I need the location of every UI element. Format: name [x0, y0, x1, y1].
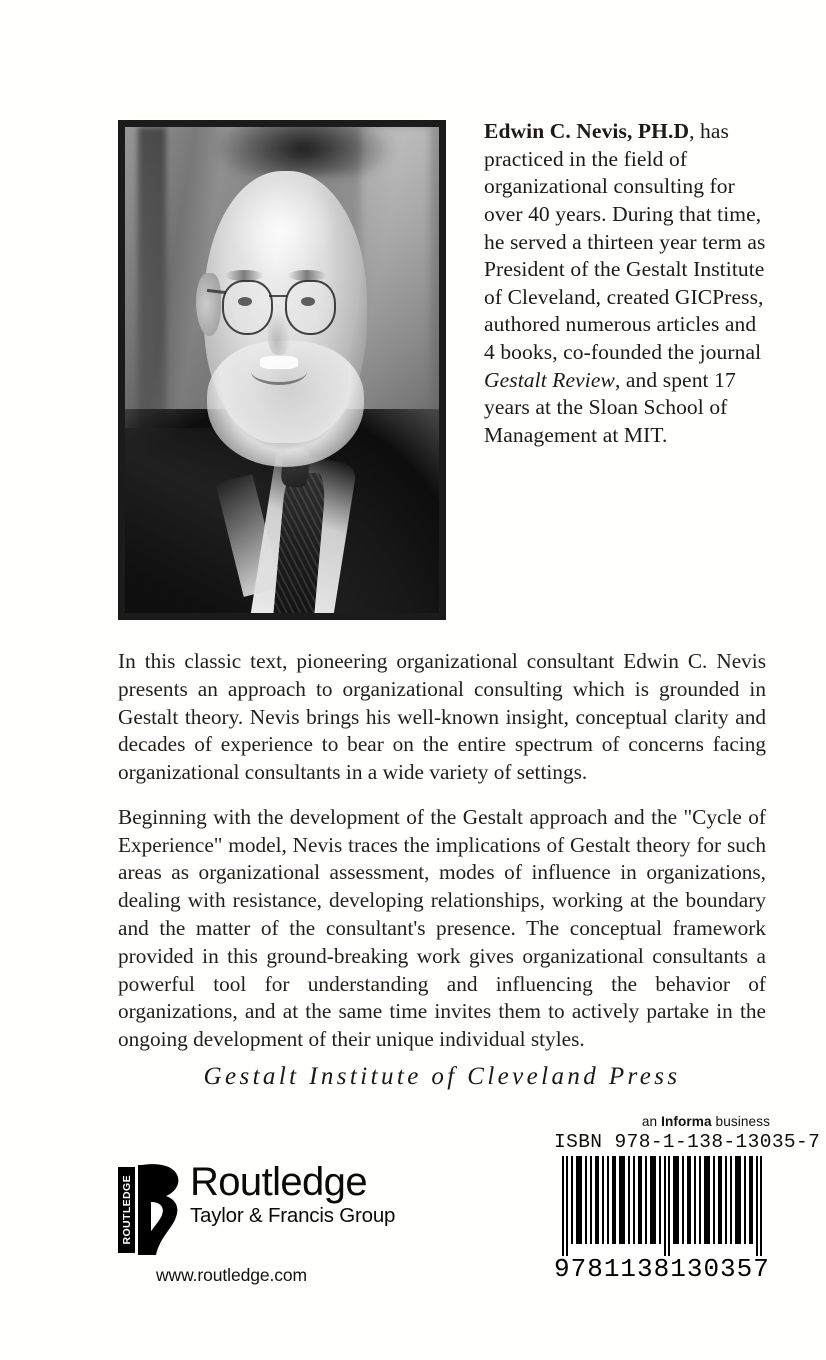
journal-title: Gestalt Review	[484, 367, 615, 392]
routledge-r-icon	[136, 1163, 182, 1255]
portrait-eye-left	[238, 297, 252, 306]
portrait-nose	[268, 312, 290, 356]
portrait-backdrop-left	[138, 127, 166, 428]
portrait-forehead-highlight	[229, 180, 336, 277]
routledge-logo	[118, 1160, 398, 1286]
portrait-smile	[251, 358, 308, 385]
portrait-image	[125, 127, 439, 613]
author-bio-text-1: , has practiced in the field of organizational consulting for over 40 years. During that time, he served a thirteen year term as President of the Gestalt Institute of Cleveland, created GICPress, authored numerous articles and 4 books, co-founded the journal	[484, 119, 766, 364]
blurb-paragraph-1: In this classic text, pioneering organizational consultant Edwin C. Nevis presents an approach to organizational consulting which is grounded in Gestalt theory. Nevis brings his well-known insight, conceptual clarity and decades of experience to bear on the entire spectrum of concerns facing organizational consultants in a wide variety of settings.	[118, 649, 766, 785]
ean-left-group: 781138	[570, 1254, 671, 1284]
isbn-number: ISBN 978-1-138-13035-7	[554, 1131, 821, 1153]
author-bio	[484, 118, 772, 450]
routledge-name: Routledge	[190, 1160, 367, 1204]
author-name: Edwin C. Nevis, PH.D	[484, 119, 690, 143]
routledge-vertical-text	[118, 1167, 135, 1253]
publisher-imprint: Gestalt Institute of Cleveland Press	[203, 1063, 681, 1090]
book-description	[118, 648, 766, 1054]
author-portrait-photo	[118, 120, 446, 620]
portrait-eye-right	[301, 297, 315, 306]
portrait-shadow-top	[213, 127, 395, 176]
author-bio-text-2: , and spent 17 years at the Sloan School of Management at MIT.	[484, 367, 736, 447]
informa-suffix: business	[711, 1114, 770, 1129]
routledge-subtitle: Taylor & Francis Group	[190, 1204, 396, 1228]
ean13-barcode	[554, 1156, 770, 1256]
isbn-barcode-block	[554, 1114, 821, 1284]
ean-lead-digit: 9	[554, 1254, 571, 1284]
portrait-eyeglass-bridge	[269, 295, 287, 297]
routledge-url: www.routledge.com	[156, 1265, 308, 1285]
informa-brand: Informa	[661, 1114, 712, 1129]
portrait-ear	[196, 273, 221, 336]
routledge-logo-mark	[118, 1163, 184, 1255]
routledge-vertical-label: ROUTLEDGE	[120, 1175, 133, 1245]
informa-prefix: an	[641, 1114, 662, 1129]
blurb-paragraph-2: Beginning with the development of the Gestalt approach and the "Cycle of Experience" model, Nevis traces the implications of Gestalt theory for such areas as organizational assessment, modes of influence in organizations, dealing with resistance, developing relationships, working at the boundary and the matter of the consultant's presence. The conceptual framework provided in this ground-breaking work gives organizational consultants a powerful tool for understanding and influencing the behavior of organizations, and at the same time invites them to actively partake in the ongoing development of their unique individual styles.	[118, 804, 766, 1052]
ean13-digits	[554, 1254, 770, 1284]
routledge-wordmark	[184, 1160, 396, 1229]
ean-right-group: 130357	[670, 1254, 770, 1284]
portrait-eyeglass-right	[285, 280, 336, 335]
portrait-eyeglass-left	[222, 280, 273, 335]
informa-business-line	[554, 1114, 770, 1129]
